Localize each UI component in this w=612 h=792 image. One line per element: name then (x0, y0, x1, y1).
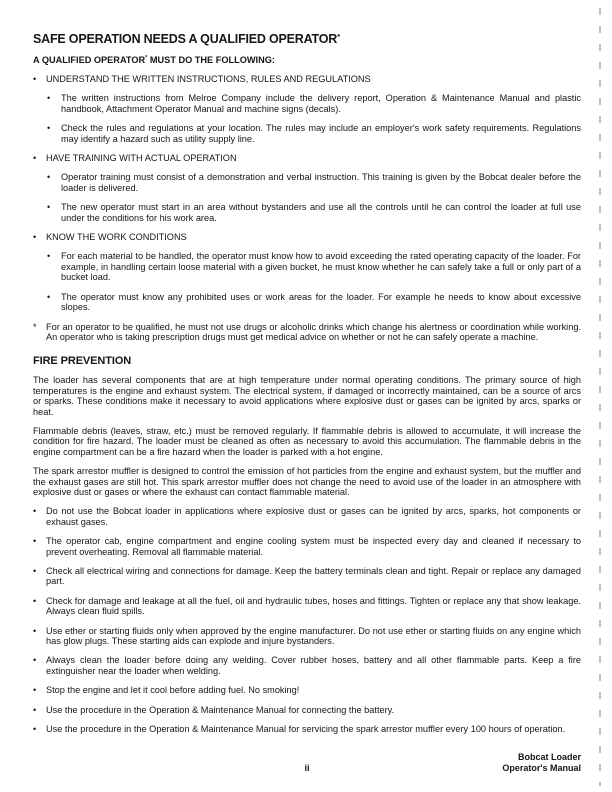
list-item (33, 626, 581, 647)
list-item-text: Use the procedure in the Operation & Maintenance Manual for servicing the spark arrestor muffler every 100 hours of operation. (46, 724, 566, 735)
list-item (33, 232, 581, 242)
list-item (33, 93, 581, 114)
bullet-icon: • (47, 93, 51, 104)
footnote-text: For an operator to be qualified, he must not use drugs or alcoholic drinks which change his alertness or coordination while working. An operator who is taking prescription drugs must get medical advice on whether or not he can safely operate a machine. (46, 321, 581, 342)
section-heading-fire-prevention: FIRE PREVENTION (33, 355, 132, 368)
bullet-icon: • (33, 685, 37, 696)
subtitle-footnote-marker: * (145, 55, 148, 61)
list-item (33, 74, 581, 84)
list-item-text: Use ether or starting fluids only when approved by the engine manufacturer. Do not use ether or starting fluids on any engine which has glow plugs. These starting aids can explode and injure bystanders. (46, 625, 581, 647)
list-item (33, 596, 581, 617)
list-item-text: HAVE TRAINING WITH ACTUAL OPERATION (46, 153, 237, 164)
list-item (33, 536, 581, 557)
bullet-icon: • (33, 153, 37, 164)
list-item-text: Do not use the Bobcat loader in applications where explosive dust or gases can be ignited by arcs, sparks, hot components or exhaust gases. (46, 506, 581, 527)
list-item-text: The new operator must start in an area without bystanders and use all the controls until he can control the loader at full use under the conditions for his work area. (61, 202, 581, 223)
list-item-text: The written instructions from Melroe Company include the delivery report, Operation & Maintenance Manual and plastic handbook, Attachment Operator Manual and machine signs (decals). (61, 93, 581, 114)
list-item-text: Check all electrical wiring and connections for damage. Keep the battery terminals clean and tight. Repair or replace any damaged part. (46, 566, 581, 587)
list-item-text: Always clean the loader before doing any welding. Cover rubber hoses, battery and all other flammable parts. Keep a fire extinguisher near the loader when welding. (46, 655, 581, 676)
list-item (33, 685, 581, 695)
bullet-icon: • (33, 724, 37, 735)
list-item (33, 172, 581, 193)
list-item-text: For each material to be handled, the operator must know how to avoid exceeding the rated operating capacity of the loader. For example, in handling certain loose material with a given bucket, he must know whether he can safely take a full or only part of a bucket load. (61, 251, 581, 283)
list-item-text: Operator training must consist of a demonstration and verbal instruction. This training is given by the Bobcat dealer before the loader is delivered. (61, 172, 581, 193)
bullet-icon: • (47, 123, 51, 134)
page-title (33, 32, 581, 46)
page-title-text: SAFE OPERATION NEEDS A QUALIFIED OPERATOR (33, 32, 338, 46)
bullet-icon: • (33, 595, 37, 606)
footnote (33, 322, 581, 343)
footnote-marker: * (33, 321, 37, 332)
bullet-icon: • (47, 251, 51, 262)
page-footer (33, 752, 581, 773)
list-item-text: Use the procedure in the Operation & Maintenance Manual for connecting the battery. (46, 704, 395, 715)
bullet-icon: • (33, 655, 37, 666)
page-number: ii (304, 762, 310, 773)
bullet-icon: • (47, 291, 51, 302)
list-item (33, 123, 581, 144)
page-subtitle (33, 55, 581, 65)
list-item-text: Stop the engine and let it cool before adding fuel. No smoking! (46, 685, 300, 696)
paragraph: The spark arrestor muffler is designed to control the emission of hot particles from the engine and exhaust system, but the muffler and the exhaust gases are still hot. This spark arrestor muffler does not change the need to avoid use of the loader in an atmosphere with explosive dust or gases or where the exhaust can contact flammable material. (33, 466, 581, 497)
subtitle-text-pre: A QUALIFIED OPERATOR (33, 55, 146, 65)
list-item-text: Check the rules and regulations at your location. The rules may include an employer's work safety requirements. Regulations may identify a hazard such as utility supply line. (61, 123, 581, 144)
bullet-icon: • (47, 202, 51, 213)
list-item-text: The operator must know any prohibited uses or work areas for the loader. For example he needs to know about excessive slopes. (61, 291, 581, 313)
subtitle-text-post: MUST DO THE FOLLOWING: (147, 55, 275, 65)
list-item (33, 251, 581, 282)
perforation-edge (599, 8, 601, 786)
bullet-icon: • (33, 625, 37, 636)
bullet-icon: • (33, 536, 37, 547)
bullet-icon: • (33, 232, 37, 243)
bullet-icon: • (33, 506, 37, 517)
list-item (33, 292, 581, 313)
list-item (33, 202, 581, 223)
title-footnote-marker: * (337, 32, 340, 41)
bullet-icon: • (33, 566, 37, 576)
paragraph: Flammable debris (leaves, straw, etc.) must be removed regularly. If flammable debris is allowed to accumulate, it will increase the condition for fire hazard. The loader must be cleaned as often as necessary to avoid this accumulation. The flammable debris in the engine compartment can be a fire hazard when the loader is parked with a hot engine. (33, 425, 581, 457)
paragraph: The loader has several components that are at high temperature under normal operating conditions. The primary source of high temperatures is the engine and exhaust system. The electrical system, if damaged or incorrectly maintained, can be a source of arcs or sparks. These conditions make it necessary to avoid applications where explosive dust or gases can be ignited by arcs, sparks or heat. (33, 375, 581, 417)
manual-identifier (502, 752, 581, 773)
list-item-text: UNDERSTAND THE WRITTEN INSTRUCTIONS, RULES AND REGULATIONS (46, 74, 371, 84)
list-item (33, 655, 581, 676)
bullet-icon: • (33, 704, 37, 715)
list-item-text: The operator cab, engine compartment and engine cooling system must be inspected every day and cleaned if necessary to prevent overheating. Removal all flammable material. (46, 536, 581, 557)
list-item (33, 724, 581, 734)
list-item-text: KNOW THE WORK CONDITIONS (46, 232, 187, 243)
list-item (33, 566, 581, 587)
list-item (33, 153, 581, 163)
bullet-icon: • (33, 74, 37, 84)
manual-identifier-line1: Bobcat Loader (517, 752, 581, 763)
manual-identifier-line2: Operator's Manual (502, 762, 581, 773)
list-item (33, 705, 581, 715)
list-item-text: Check for damage and leakage at all the fuel, oil and hydraulic tubes, hoses and fittings. Tighten or replace any that show leakage. Always clean fluid spills. (46, 595, 581, 617)
list-item (33, 506, 581, 527)
bullet-icon: • (47, 172, 51, 183)
